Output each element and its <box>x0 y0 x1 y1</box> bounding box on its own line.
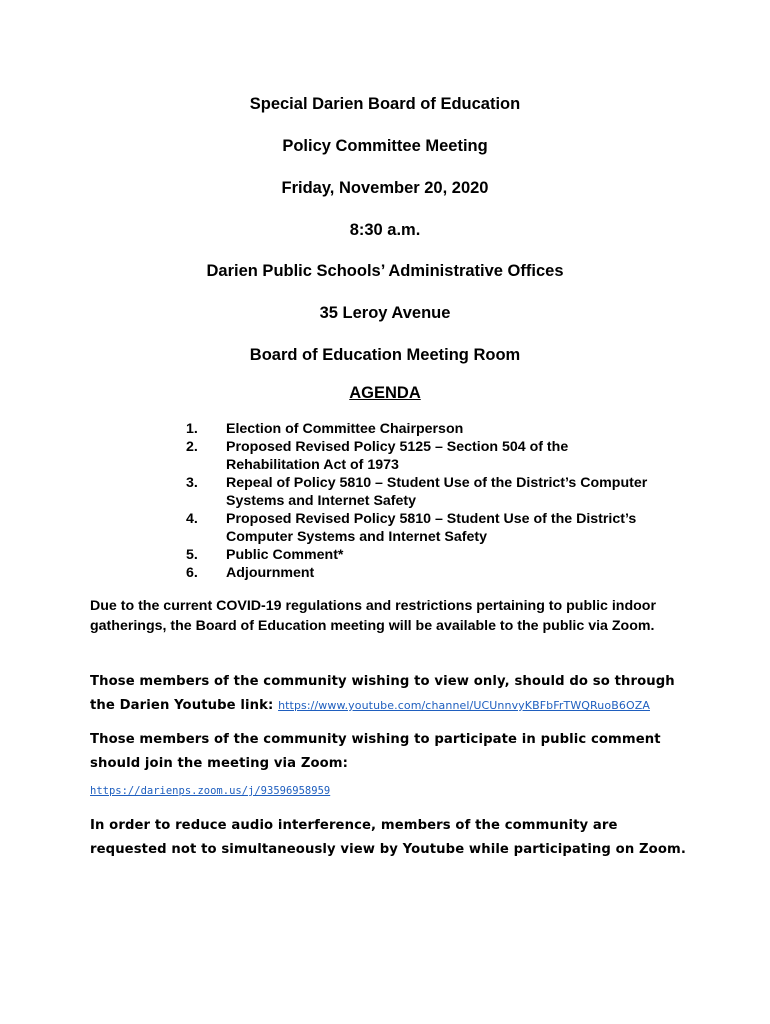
agenda-title: AGENDA <box>349 384 421 402</box>
agenda-item <box>186 420 706 438</box>
interference-notice: In order to reduce audio interference, members of the community are requested not to simultaneously view by Youtube while participating on Zoom. <box>90 818 686 857</box>
agenda-item-number: 3. <box>186 475 198 491</box>
view-only-text: Those members of the community wishing to view only, should do so through the Darien Youtube link: <box>90 674 675 713</box>
meeting-time: 8:30 a.m. <box>349 221 421 239</box>
agenda-item-number: 4. <box>186 511 198 527</box>
agenda-item <box>186 438 706 474</box>
meeting-date: Friday, November 20, 2020 <box>281 179 489 197</box>
committee-name: Policy Committee Meeting <box>282 137 488 155</box>
meeting-address: 35 Leroy Avenue <box>319 304 451 322</box>
agenda-item-text: Public Comment* <box>226 547 344 563</box>
covid-notice: Due to the current COVID-19 regulations and restrictions pertaining to public indoor gatherings, the Board of Education meeting will be available to the public via Zoom. <box>90 598 656 634</box>
agenda-item <box>186 546 706 564</box>
agenda-list <box>186 420 706 582</box>
participate-notice: Those members of the community wishing to participate in public comment should join the meeting via Zoom: <box>90 732 661 771</box>
agenda-item-text: Adjournment <box>226 565 315 581</box>
agenda-item-text: Proposed Revised Policy 5810 – Student Use of the District’s Computer Systems and Internet Safety <box>226 511 637 545</box>
zoom-link[interactable]: https://darienps.zoom.us/j/93596958959 <box>90 785 331 797</box>
agenda-item-number: 2. <box>186 439 198 455</box>
meeting-venue: Darien Public Schools’ Administrative Offices <box>206 262 564 280</box>
agenda-item <box>186 474 706 510</box>
meeting-title: Special Darien Board of Education <box>249 95 521 113</box>
agenda-item-text: Repeal of Policy 5810 – Student Use of the District’s Computer Systems and Internet Safety <box>226 475 648 509</box>
agenda-item-number: 1. <box>186 421 198 437</box>
agenda-item-number: 6. <box>186 565 198 581</box>
meeting-room: Board of Education Meeting Room <box>249 346 521 364</box>
agenda-item <box>186 510 706 546</box>
agenda-item-number: 5. <box>186 547 198 563</box>
agenda-item-text: Proposed Revised Policy 5125 – Section 504 of the Rehabilitation Act of 1973 <box>226 439 569 473</box>
youtube-link[interactable]: https://www.youtube.com/channel/UCUnnvyKBFbFrTWQRuoB6OZA <box>278 699 650 712</box>
agenda-item <box>186 564 706 582</box>
agenda-item-text: Election of Committee Chairperson <box>226 421 464 437</box>
view-only-notice <box>90 670 690 718</box>
